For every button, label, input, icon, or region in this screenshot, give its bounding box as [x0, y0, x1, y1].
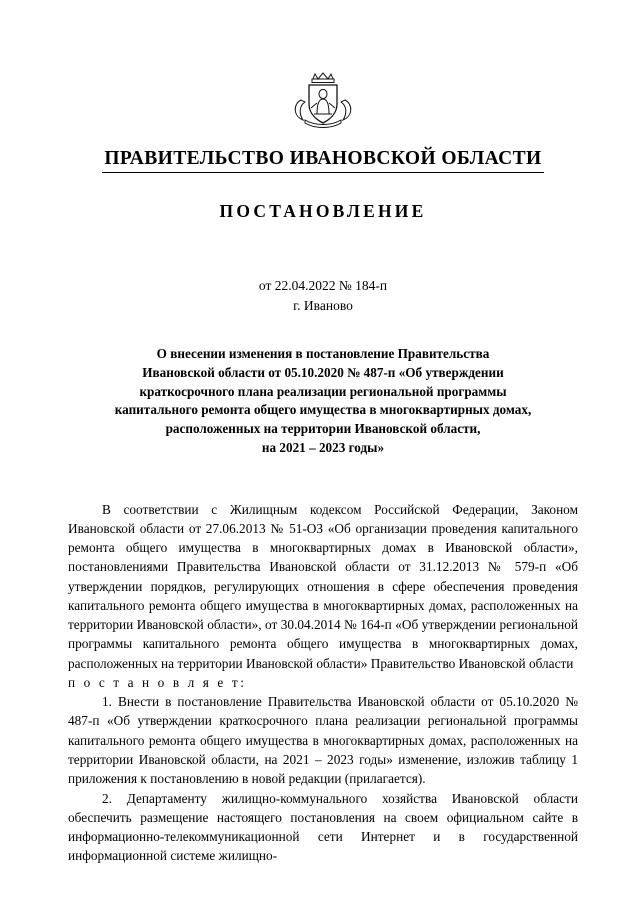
- page-title-text: ПРАВИТЕЛЬСТВО ИВАНОВСКОЙ ОБЛАСТИ: [102, 148, 543, 173]
- emblem-container: [68, 70, 578, 136]
- page-title: [68, 148, 578, 175]
- subject-line-3: краткосрочного плана реализации региональной программы: [139, 383, 507, 399]
- paragraph-resolves: п о с т а н о в л я е т:: [68, 674, 247, 690]
- paragraph-preamble: В соответствии с Жилищным кодексом Российской Федерации, Законом Ивановской области от 27.06.2013 № 51-ОЗ «Об организации проведения капитального ремонта общего имущества в многоквартирных домах в Ивановской области», постановлениями Правительства Ивановской области от 31.12.2013 № 579-п «Об утверждении порядков, регулирующих отношения в сфере обеспечения проведения капитального ремонта общего имущества в многоквартирных домах, расположенных на территории Ивановской области», от 30.04.2014 № 164-п «Об утверждении региональной программы капитального ремонта общего имущества в многоквартирных домах, расположенных на территории Ивановской области» Правительство Ивановской области: [68, 501, 578, 671]
- document-city: г. Иваново: [293, 297, 353, 313]
- paragraph-item-1: 1. Внести в постановление Правительства Ивановской области от 05.10.2020 № 487-п «Об утверждении краткосрочного плана реализации региональной программы капитального ремонта общего имущества в многоквартирных домах, расположенных на территории Ивановской области, на 2021 – 2023 годы» изменение, изложив таблицу 1 приложения к постановлению в новой редакции (прилагается).: [68, 694, 578, 787]
- subject-line-4: капитального ремонта общего имущества в многоквартирных домах,: [114, 402, 532, 418]
- subject-line-5: расположенных на территории Ивановской области,: [165, 421, 481, 437]
- document-body: [68, 500, 578, 866]
- date-city-block: [68, 276, 578, 315]
- subject-line-1: О внесении изменения в постановление Правительства: [156, 346, 490, 362]
- subject-line-6: на 2021 – 2023 годы»: [261, 439, 385, 455]
- subject-line-2: Ивановской области от 05.10.2020 № 487-п «Об утверждении: [142, 364, 504, 380]
- document-subject: [68, 345, 578, 457]
- document-date-number: от 22.04.2022 № 184-п: [258, 278, 388, 293]
- ivanovo-oblast-coat-of-arms-icon: [287, 70, 359, 132]
- paragraph-item-2: 2. Департаменту жилищно-коммунального хозяйства Ивановской области обеспечить размещение настоящего постановления на своем официальном сайте в информационно-телекоммуникационной сети Интернет и в государственной информационной системе жилищно-: [68, 790, 578, 864]
- document-type-heading: ПОСТАНОВЛЕНИЕ: [219, 201, 427, 221]
